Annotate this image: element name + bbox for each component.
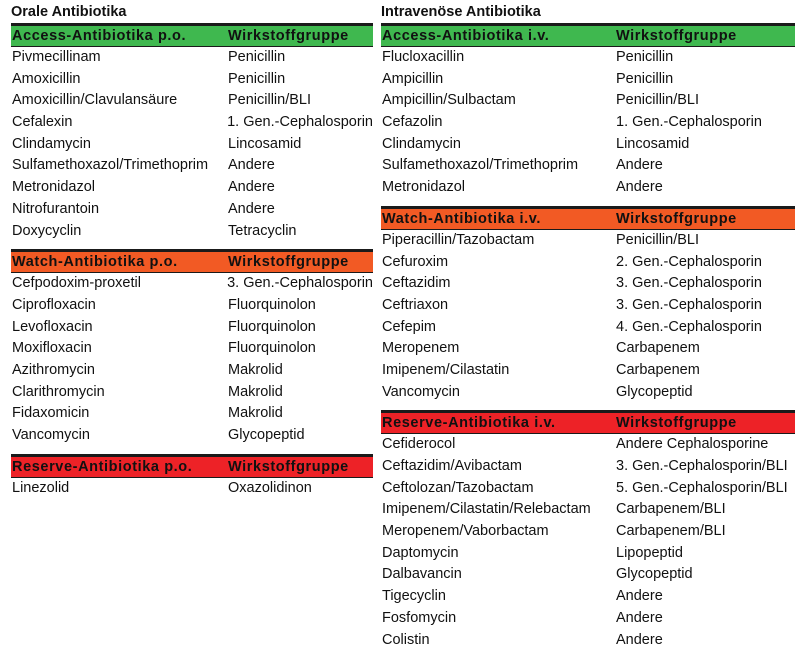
table-row (11, 69, 373, 91)
drug-name: Colistin (382, 631, 430, 648)
table-row (11, 90, 373, 112)
drug-name: Fidaxomicin (12, 405, 90, 422)
drug-group: Makrolid (228, 383, 283, 400)
drug-name: Piperacillin/Tazobactam (382, 231, 535, 248)
oral-column-title: Orale Antibiotika (11, 4, 127, 20)
drug-group: 2. Gen.-Cephalosporin (616, 253, 762, 270)
drug-name: Clindamycin (382, 135, 461, 152)
drug-group: Andere (228, 179, 275, 196)
column-header-group: Wirkstoffgruppe (616, 210, 737, 227)
access-section-header (11, 23, 373, 47)
drug-name: Vancomycin (382, 383, 460, 400)
table-row (11, 112, 373, 134)
table-row (11, 273, 373, 295)
drug-group: 3. Gen.-Cephalosporin/BLI (616, 458, 788, 474)
table-row (11, 425, 373, 447)
drug-name: Imipenem/Cilastatin (382, 361, 510, 378)
drug-name: Cefiderocol (382, 436, 456, 453)
drug-name: Cefpodoxim-proxetil (12, 275, 141, 292)
section-title: Reserve-Antibiotika p.o. (12, 458, 193, 475)
drug-group: Penicillin (228, 70, 286, 87)
drug-group: Glycopeptid (616, 383, 693, 400)
table-row (381, 434, 795, 456)
drug-name: Ciprofloxacin (12, 296, 96, 313)
drug-group: Andere (616, 179, 663, 196)
iv-column-title: Intravenöse Antibiotika (381, 4, 541, 20)
drug-name: Metronidazol (12, 179, 96, 196)
drug-group: Carbapenem (616, 340, 700, 357)
table-row (381, 360, 795, 382)
section-spacer (11, 447, 373, 454)
drug-group: Fluorquinolon (228, 340, 316, 357)
table-row (381, 586, 795, 608)
drug-group: Penicillin (616, 70, 674, 87)
drug-group: Lipopeptid (616, 544, 683, 561)
table-row (381, 47, 795, 69)
iv-sections (381, 23, 795, 651)
table-row (381, 230, 795, 252)
section-title: Watch-Antibiotika i.v. (382, 210, 542, 227)
drug-name: Daptomycin (382, 544, 459, 561)
drug-group: Andere (616, 609, 663, 626)
drug-name: Ceftolozan/Tazobactam (382, 479, 534, 496)
drug-name: Ceftazidim/Avibactam (382, 458, 522, 474)
section-spacer (381, 403, 795, 410)
table-row (381, 521, 795, 543)
drug-group: Andere (616, 631, 663, 648)
drug-group: Lincosamid (228, 135, 302, 152)
table-row (381, 338, 795, 360)
drug-name: Doxycyclin (12, 222, 82, 239)
table-row (11, 360, 373, 382)
drug-group: 3. Gen.-Cephalosporin (616, 275, 762, 292)
drug-name: Cefalexin (12, 114, 73, 131)
section-spacer (381, 199, 795, 206)
table-row (11, 478, 373, 500)
table-row (381, 317, 795, 339)
table-row (11, 177, 373, 199)
table-row (381, 177, 795, 199)
watch-section (11, 249, 373, 454)
drug-group: 1. Gen.-Cephalosporin (616, 114, 762, 131)
drug-name: Azithromycin (12, 361, 95, 378)
table-row (381, 478, 795, 500)
drug-group: Carbapenem/BLI (616, 501, 726, 518)
drug-group: 5. Gen.-Cephalosporin/BLI (616, 479, 788, 496)
section-title: Access-Antibiotika i.v. (382, 28, 550, 44)
drug-group: Penicillin/BLI (616, 231, 700, 248)
table-row (11, 403, 373, 425)
drug-name: Amoxicillin (12, 70, 81, 87)
table-row (381, 155, 795, 177)
column-header-group: Wirkstoffgruppe (228, 458, 349, 475)
table-row (11, 317, 373, 339)
access-section (381, 23, 795, 206)
table-row (381, 134, 795, 156)
drug-group: 4. Gen.-Cephalosporin (616, 318, 762, 335)
drug-name: Ampicillin (382, 70, 444, 87)
table-row (381, 630, 795, 652)
drug-name: Amoxicillin/Clavulansäure (12, 92, 178, 109)
drug-name: Sulfamethoxazol/Trimethoprim (382, 157, 579, 174)
table-row (381, 499, 795, 521)
drug-group: Makrolid (228, 361, 283, 378)
drug-group: 3. Gen.-Cephalosporin (227, 275, 373, 292)
reserve-section (381, 410, 795, 651)
access-section-header (381, 23, 795, 47)
section-title: Watch-Antibiotika p.o. (12, 254, 178, 271)
drug-group: Andere (616, 588, 663, 605)
table-row (11, 47, 373, 69)
drug-name: Nitrofurantoin (12, 200, 100, 217)
table-row (11, 155, 373, 177)
drug-group: Penicillin/BLI (228, 92, 312, 109)
drug-name: Imipenem/Cilastatin/Relebactam (382, 501, 591, 518)
drug-group: Fluorquinolon (228, 296, 316, 313)
column-header-group: Wirkstoffgruppe (616, 415, 737, 432)
drug-name: Cefuroxim (382, 253, 449, 270)
table-row (381, 543, 795, 565)
table-row (11, 338, 373, 360)
drug-name: Levofloxacin (12, 318, 93, 335)
drug-name: Cefazolin (382, 114, 443, 131)
drug-name: Metronidazol (382, 179, 466, 196)
table-row (381, 273, 795, 295)
drug-group: Makrolid (228, 405, 283, 422)
reserve-section-header (381, 410, 795, 434)
drug-group: Carbapenem/BLI (616, 523, 726, 540)
drug-name: Moxifloxacin (12, 340, 92, 357)
oral-antibiotics-column (11, 0, 373, 499)
table-row (11, 199, 373, 221)
drug-name: Clarithromycin (12, 383, 105, 400)
access-section (11, 23, 373, 249)
drug-name: Sulfamethoxazol/Trimethoprim (12, 157, 209, 174)
drug-name: Meropenem/Vaborbactam (382, 523, 549, 540)
drug-name: Tigecyclin (382, 588, 446, 605)
watch-section (381, 206, 795, 411)
drug-name: Linezolid (12, 479, 70, 496)
watch-section-header (11, 249, 373, 273)
drug-group: Andere Cephalosporine (616, 436, 769, 453)
table-row (381, 608, 795, 630)
drug-group: Penicillin (616, 49, 674, 65)
column-header-group: Wirkstoffgruppe (616, 28, 737, 44)
drug-group: Glycopeptid (616, 566, 693, 583)
drug-group: Fluorquinolon (228, 318, 316, 335)
table-row (381, 382, 795, 404)
drug-group: Lincosamid (616, 135, 690, 152)
drug-name: Vancomycin (12, 427, 90, 443)
drug-name: Cefepim (382, 318, 436, 335)
drug-group: Andere (228, 200, 275, 217)
drug-name: Flucloxacillin (382, 49, 465, 65)
watch-section-header (381, 206, 795, 230)
drug-group: 3. Gen.-Cephalosporin (616, 296, 762, 313)
drug-name: Ceftriaxon (382, 296, 449, 313)
table-row (381, 90, 795, 112)
drug-name: Ampicillin/Sulbactam (382, 92, 516, 109)
drug-name: Fosfomycin (382, 609, 457, 626)
drug-group: Andere (616, 157, 663, 174)
section-spacer (11, 242, 373, 249)
drug-name: Ceftazidim (382, 275, 451, 292)
iv-antibiotics-column (381, 0, 795, 651)
column-header-group: Wirkstoffgruppe (228, 254, 349, 271)
table-row (381, 112, 795, 134)
drug-name: Meropenem (382, 340, 460, 357)
reserve-section (11, 454, 373, 500)
drug-group: Oxazolidinon (228, 479, 312, 496)
drug-name: Clindamycin (12, 135, 91, 152)
table-row (11, 134, 373, 156)
drug-group: Andere (228, 157, 275, 174)
table-row (381, 295, 795, 317)
table-row (381, 252, 795, 274)
table-row (11, 221, 373, 243)
drug-group: Glycopeptid (228, 427, 305, 443)
drug-group: Penicillin/BLI (616, 92, 700, 109)
reserve-section-header (11, 454, 373, 478)
section-title: Access-Antibiotika p.o. (12, 28, 187, 44)
column-header-group: Wirkstoffgruppe (228, 28, 349, 44)
table-row (11, 295, 373, 317)
section-title: Reserve-Antibiotika i.v. (382, 415, 556, 432)
table-row (11, 382, 373, 404)
drug-group: Penicillin (228, 49, 286, 65)
table-row (381, 456, 795, 478)
drug-group: Carbapenem (616, 361, 700, 378)
table-row (381, 69, 795, 91)
table-row (381, 564, 795, 586)
drug-group: 1. Gen.-Cephalosporin (227, 114, 373, 131)
drug-name: Dalbavancin (382, 566, 462, 583)
drug-group: Tetracyclin (228, 222, 297, 239)
drug-name: Pivmecillinam (12, 49, 101, 65)
oral-sections (11, 23, 373, 499)
